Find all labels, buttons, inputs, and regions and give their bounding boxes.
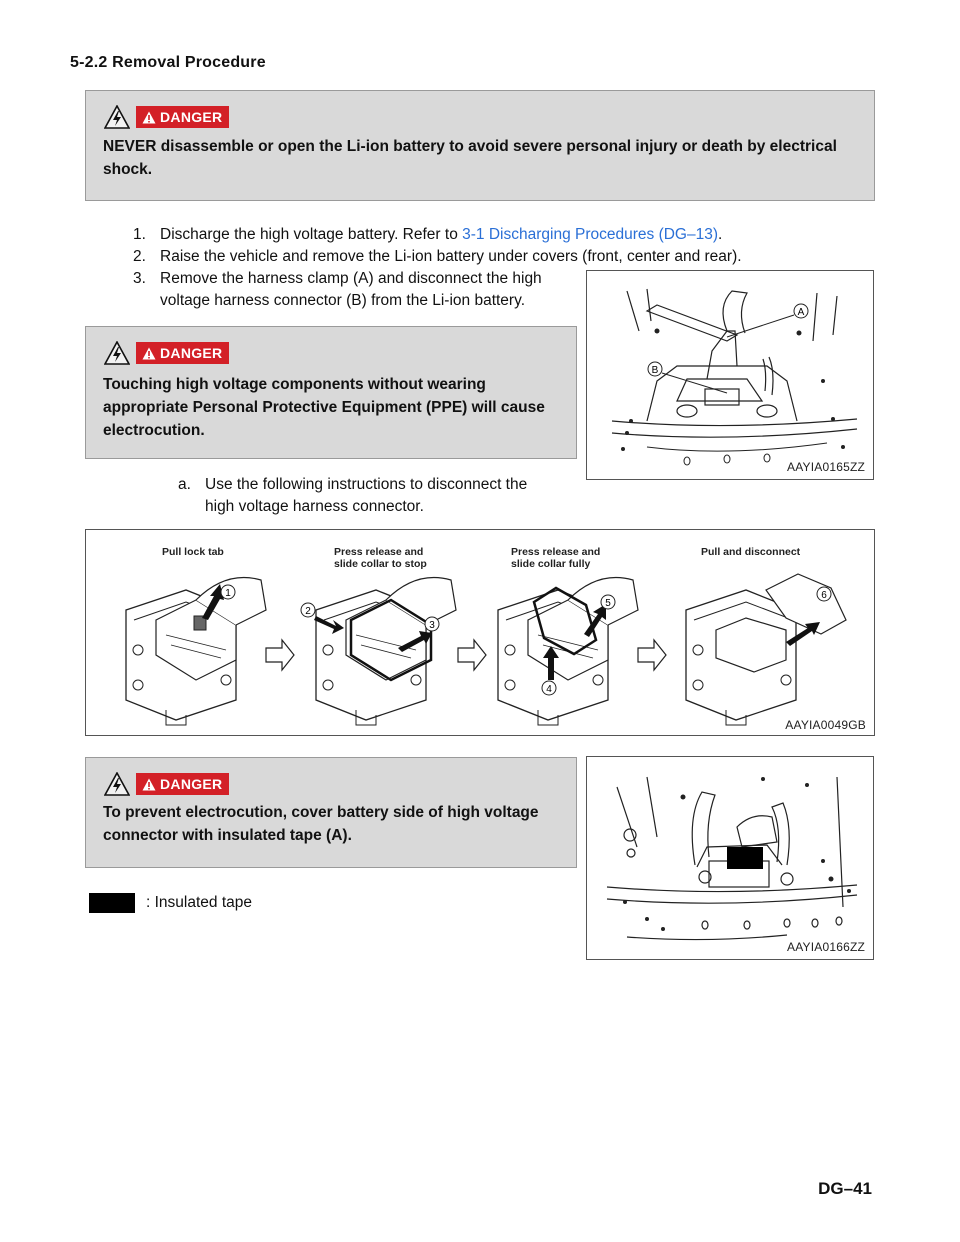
alert-triangle-icon [142,778,156,791]
substep-text-line1: Use the following instructions to disconnect the [205,476,528,493]
stage-label-2: Press release and slide collar to stop [334,546,427,570]
callout-b: B [651,365,659,376]
danger-header [104,105,229,129]
callout-1: 1 [225,588,231,599]
high-voltage-warning-icon [104,772,130,796]
step-text-line1: Remove the harness clamp (A) and disconnect the high [160,270,542,287]
insulated-tape-swatch [89,893,135,913]
danger-text-1: NEVER disassemble or open the Li-ion battery to avoid severe personal injury or death by electrical shock. [103,138,837,178]
discharging-procedures-link[interactable]: 3-1 Discharging Procedures (DG–13) [462,226,719,243]
stage-label-4: Pull and disconnect [701,546,801,558]
step-number: 3. [133,270,146,287]
figure-code: AAYIA0049GB [785,718,866,732]
danger-label: DANGER [160,776,223,792]
step-text-line2: voltage harness connector (B) from the Li-ion battery. [160,292,525,309]
page-number: DG–41 [818,1179,872,1198]
danger-box-2 [85,326,577,459]
danger-badge [136,342,229,364]
danger-label: DANGER [160,345,223,361]
danger-badge [136,106,229,128]
step-text: Discharge the high voltage battery. Refer to 3-1 Discharging Procedures (DG–13). [160,226,723,243]
figure-disconnect-sequence [85,529,875,736]
danger-header [104,772,229,796]
figure-code: AAYIA0165ZZ [786,460,865,474]
callout-4: 4 [546,684,552,695]
danger-header [104,341,229,365]
danger-box-1 [85,90,875,201]
insulated-tape-label: : Insulated tape [146,894,252,911]
step-number: 2. [133,248,146,265]
high-voltage-warning-icon [104,105,130,129]
substep-number: a. [178,476,191,493]
substep-a [178,474,578,518]
step-2 [133,246,853,268]
step-number: 1. [133,226,146,243]
danger-box-3 [85,757,577,868]
alert-triangle-icon [142,111,156,124]
high-voltage-warning-icon [104,341,130,365]
danger-label: DANGER [160,109,223,125]
figure-harness-connector [586,270,874,480]
stage-label-1: Pull lock tab [162,546,224,558]
substep-text-line2: high voltage harness connector. [205,498,424,515]
step-text: Raise the vehicle and remove the Li-ion battery under covers (front, center and rear). [160,248,742,265]
disconnect-sequence-illustration [86,530,874,735]
callout-a: A [797,307,805,318]
insulated-tape-illustration [587,757,873,959]
callout-6: 6 [821,590,827,601]
section-title: 5-2.2 Removal Procedure [70,54,266,71]
callout-3: 3 [429,620,435,631]
callout-2: 2 [305,606,311,617]
step-1 [133,224,833,246]
danger-text-3: To prevent electrocution, cover battery side of high voltage connector with insulated tape (A). [103,804,539,844]
figure-code: AAYIA0166ZZ [786,940,865,954]
stage-label-3: Press release and slide collar fully [511,546,601,570]
step-3 [133,268,573,312]
figure-insulated-tape [586,756,874,960]
harness-connector-illustration [587,271,873,479]
callout-5: 5 [605,598,611,609]
danger-badge [136,773,229,795]
alert-triangle-icon [142,347,156,360]
danger-text-2: Touching high voltage components without wearing appropriate Personal Protective Equipment (PPE) will cause electrocution. [103,376,545,439]
